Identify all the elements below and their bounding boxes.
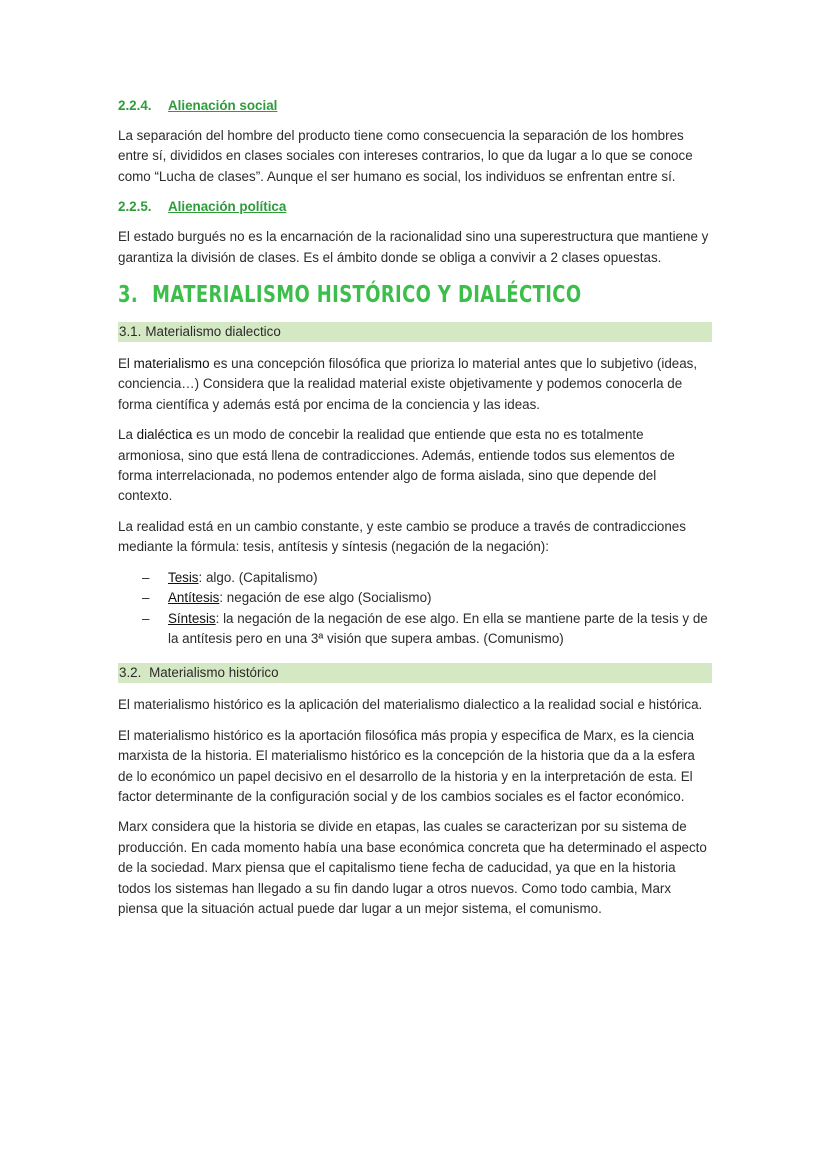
list-item: [142, 609, 712, 650]
keyword: materialismo: [133, 356, 210, 372]
term: Tesis: [168, 569, 199, 585]
section-title: Materialismo dialectico: [145, 324, 281, 340]
term: Antítesis: [168, 590, 220, 606]
section-heading-2-2-4: [118, 96, 712, 116]
section-number: 3.1.: [119, 324, 142, 340]
text: es un modo de concebir la realidad que entiende que esta no es totalmente armoniosa, sino que está llena de contradicciones. Además, entiende todos sus elementos de forma interrelacionada, no podemos entender algo de forma aislada, sino que depende del contexto.: [118, 427, 675, 504]
dash-bullet: –: [142, 590, 150, 606]
paragraph: La separación del hombre del producto tiene como consecuencia la separación de los hombres entre sí, divididos en clases sociales con intereses contrarios, lo que da lugar a lo que se conoce como “Lucha de clases”. Aunque el ser humano es social, los individuos se enfrentan entre sí.: [118, 128, 693, 184]
dash-bullet: –: [142, 569, 150, 585]
section-heading-2-2-5: [118, 197, 712, 217]
section-title: Materialismo histórico: [149, 665, 279, 681]
text: La: [118, 427, 137, 443]
paragraph: La realidad está en un cambio constante, y este cambio se produce a través de contradicciones mediante la fórmula: tesis, antítesis y síntesis (negación de la negación):: [118, 518, 686, 555]
section-number: 2.2.4.: [118, 98, 152, 113]
paragraph: El materialismo histórico es la aplicación del materialismo dialectico a la realidad social e histórica.: [118, 697, 703, 713]
page-content: [118, 96, 712, 929]
term: Síntesis: [168, 610, 216, 626]
text: : la negación de la negación de ese algo. En ella se mantiene parte de la tesis y de la antítesis pero en una 3ª visión que supera ambas. (Comunismo): [168, 610, 708, 646]
paragraph: Marx considera que la historia se divide en etapas, las cuales se caracterizan por su sistema de producción. En cada momento había una base económica concreta que ha determinado el aspecto de la sociedad. Marx piensa que el capitalismo tiene fecha de caducidad, ya que en la historia todos los sistemas han llegado a su fin dando lugar a otros nuevos. Como todo cambia, Marx piensa que la situación actual puede dar lugar a un mejor sistema, el comunismo.: [118, 819, 707, 916]
chapter-number: 3.: [118, 282, 139, 309]
chapter-title: MATERIALISMO HISTÓRICO Y DIALÉCTICO: [152, 282, 582, 309]
paragraph: El materialismo histórico es la aportación filosófica más propia y especifica de Marx, es la ciencia marxista de la historia. El materialismo histórico es la concepción de la historia que da a la esfera de lo económico un papel decisivo en el desarrollo de la historia y en la interpretación de esta. El factor determinante de la configuración social y de los cambios sociales es el factor económico.: [118, 727, 695, 804]
paragraph: [118, 425, 712, 507]
chapter-heading: [118, 278, 581, 312]
text: El: [118, 356, 134, 372]
list-item: [142, 568, 712, 588]
section-heading-3-1: [118, 322, 712, 342]
list-item: [142, 588, 712, 608]
section-number: 2.2.5.: [118, 199, 152, 215]
paragraph: El estado burgués no es la encarnación de la racionalidad sino una superestructura que mantiene y garantiza la división de clases. Es el ámbito donde se obliga a convivir a 2 clases opuestas.: [118, 229, 709, 265]
text: : negación de ese algo (Socialismo): [219, 590, 432, 606]
section-number: 3.2.: [119, 665, 142, 681]
section-title: Alienación social: [168, 98, 278, 113]
text: es una concepción filosófica que prioriza lo material antes que lo subjetivo (ideas, conciencia…) Considera que la realidad material existe objetivamente y podemos conocerla de forma científica y además está por encima de la conciencia y las ideas.: [118, 356, 698, 412]
section-title: Alienación política: [168, 199, 287, 215]
dash-bullet: –: [142, 610, 150, 626]
section-heading-3-2: [118, 663, 712, 683]
bullet-list: [118, 568, 712, 650]
text: : algo. (Capitalismo): [198, 569, 318, 585]
paragraph: [118, 354, 712, 415]
keyword: dialéctica: [136, 427, 193, 443]
